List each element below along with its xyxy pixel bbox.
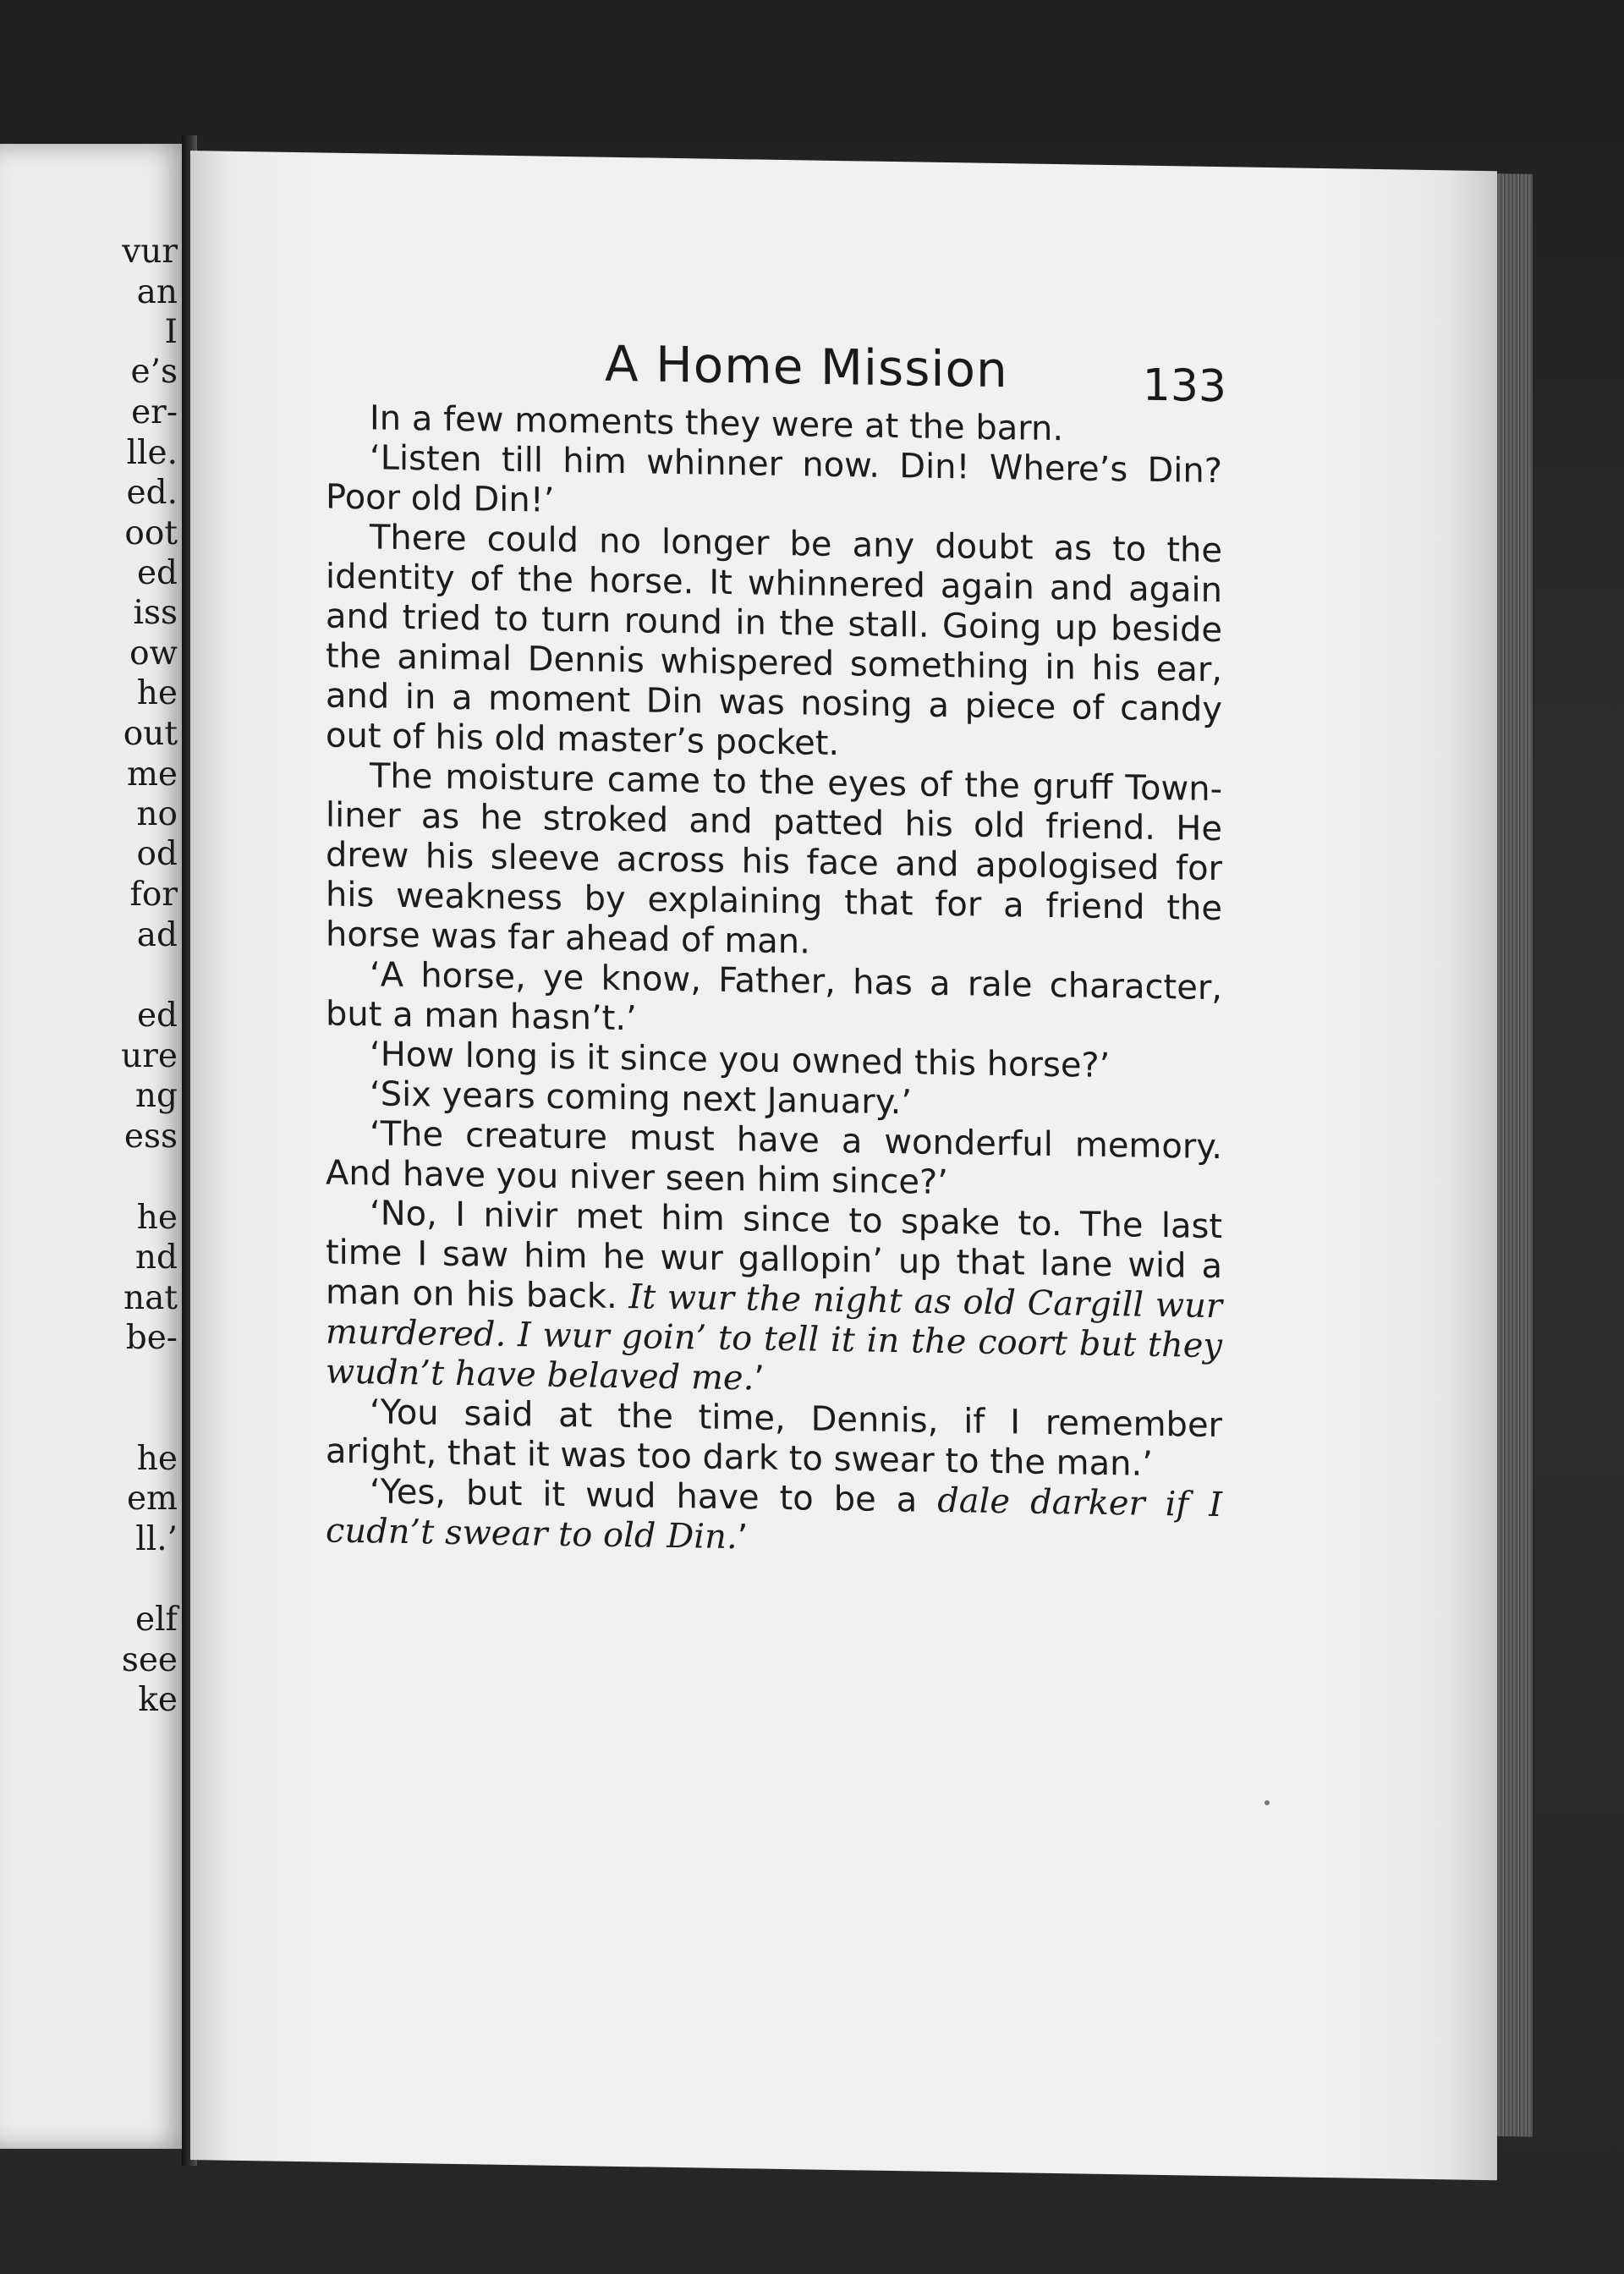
text-run: ’ — [737, 1518, 749, 1557]
left-page-fragment: no — [136, 795, 178, 833]
left-page-fragment: ed. — [126, 474, 178, 512]
running-title: A Home Mission — [605, 334, 1008, 399]
text-run: ‘Listen till him whinner now. Din! Where’s Din? Poor old Din!’ — [326, 438, 1222, 520]
left-page-fragment: me — [126, 755, 178, 794]
paragraph — [326, 1114, 1222, 1208]
text-run: ‘Yes, but it wud have to be a — [370, 1472, 938, 1520]
left-page-fragment: lle. — [126, 434, 178, 472]
left-page-fragment: ll.’ — [135, 1520, 178, 1558]
left-page-fragment: oot — [124, 514, 178, 552]
paragraph — [326, 438, 1222, 532]
paragraph — [326, 518, 1222, 771]
left-page-fragment: ess — [123, 1118, 178, 1156]
left-page-fragment: ed — [136, 997, 178, 1035]
left-page-fragment: see — [121, 1641, 178, 1679]
text-run: ‘The creature must have a wonderful memory. And have you niver seen him since?’ — [326, 1114, 1222, 1203]
text-run: ‘No, I nivir met him since to spake to. The last time I saw him he wur gallopin’ up that lane wid a man on his back. — [326, 1194, 1222, 1317]
left-page-fragment: be- — [125, 1319, 178, 1357]
text-run: ‘Six years coming next January.’ — [370, 1074, 913, 1123]
page-text-block — [326, 331, 1226, 1566]
paragraph — [326, 756, 1222, 969]
left-page-fragment: ow — [129, 634, 178, 673]
text-run: ‘You said at the time, Dennis, if I remember aright, that it was too dark to swear to the man.’ — [326, 1392, 1222, 1484]
left-page-fragment: for — [129, 876, 178, 914]
left-page-fragment: ed — [136, 554, 178, 592]
left-page-fragment: od — [136, 835, 178, 873]
left-page-fragment: vur — [122, 233, 178, 271]
left-page-fragment: ure — [121, 1037, 178, 1075]
left-page-fragment: ad — [136, 916, 178, 954]
paragraph — [326, 1392, 1222, 1486]
text-run: ‘How long is it since you owned this horse?’ — [370, 1035, 1111, 1086]
left-page-fragment: e’s — [130, 353, 178, 391]
body-text — [326, 398, 1222, 1566]
paragraph — [326, 1472, 1222, 1566]
left-page-fragment: I — [164, 313, 178, 351]
text-run: There could no longer be any doubt as to the identity of the horse. It whinnered again and again and tried to turn round in the stall. Going up beside the animal Dennis whispered something in his ear, and in a moment Din was nosing a piece of candy out of his old master’s pocket. — [326, 518, 1222, 764]
left-page-fragment: ng — [134, 1077, 178, 1115]
paragraph — [326, 955, 1222, 1049]
left-page-fragment: he — [136, 674, 178, 712]
right-page — [190, 151, 1497, 2180]
text-run: In a few moments they were at the barn. — [370, 398, 1064, 449]
text-run: The moisture came to the eyes of the gruff Town-liner as he stroked and patted his old friend. He drew his sleeve across his face and apologised for his weakness by explaining that for a friend the horse was far ahead of man. — [326, 756, 1222, 962]
left-page-fragment: out — [123, 715, 178, 753]
italic-text: dale darker if I cudn’t swear to old Din. — [326, 1480, 1222, 1557]
left-page-fragment: he — [136, 1440, 178, 1478]
left-page-fragment: nd — [134, 1239, 178, 1277]
running-head — [326, 331, 1226, 413]
paper-speck — [1265, 1800, 1270, 1805]
left-page-fragment: elf — [135, 1601, 178, 1639]
left-page-fragment: em — [126, 1480, 178, 1518]
left-facing-page — [0, 144, 188, 2149]
paragraph — [326, 1194, 1222, 1407]
text-run: ‘A horse, ye know, Father, has a rale character, but a man hasn’t.’ — [326, 955, 1222, 1039]
left-page-fragment: an — [136, 273, 178, 311]
page-number: 133 — [1142, 360, 1226, 413]
left-page-fragment: ke — [138, 1681, 178, 1719]
left-page-fragment: er- — [131, 393, 178, 431]
text-run: ’ — [754, 1359, 765, 1398]
left-page-fragment: nat — [123, 1279, 178, 1317]
left-page-fragment: iss — [133, 594, 178, 632]
left-page-fragment: he — [136, 1199, 178, 1237]
italic-text: It wur the night as old Cargill wur murdered. I wur goin’ to tell it in the coort but they wudn’t have belaved me. — [326, 1277, 1222, 1398]
